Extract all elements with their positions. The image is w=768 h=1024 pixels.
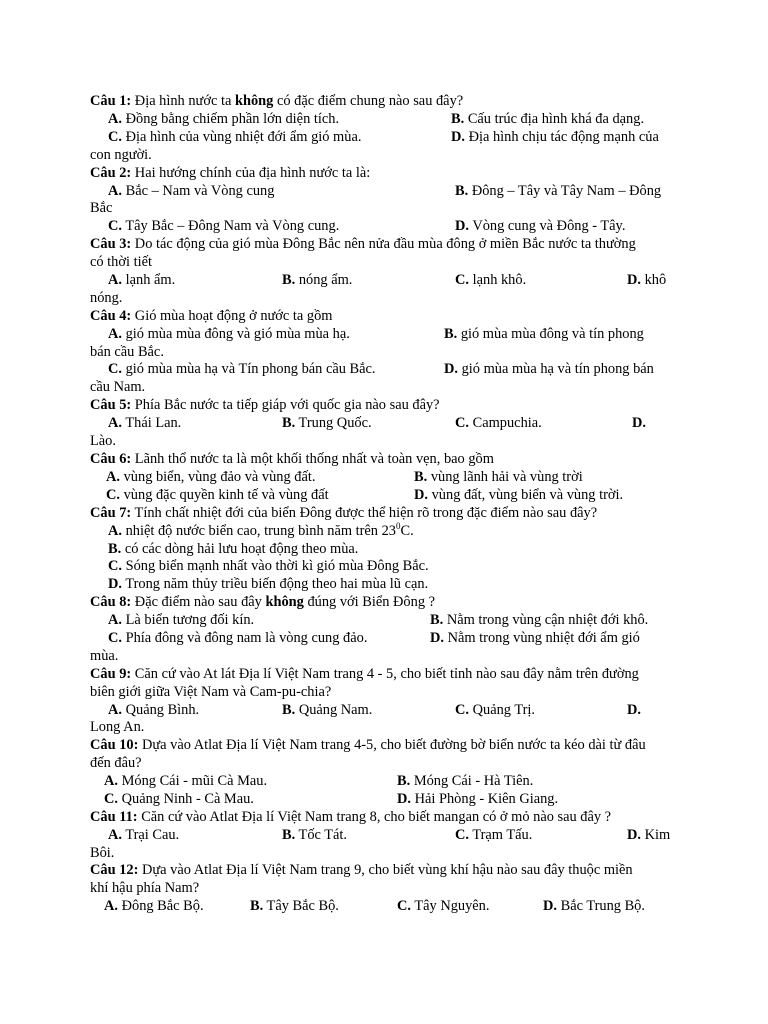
option-text: Vòng cung và Đông - Tây. [472, 218, 626, 234]
degree-superscript: 0 [396, 521, 401, 531]
option-text: Địa hình chịu tác động mạnh của [468, 129, 659, 145]
option-label: A. [108, 827, 122, 843]
option-b [444, 326, 644, 344]
option-b [282, 415, 372, 433]
option-continuation: mùa. [90, 648, 119, 664]
question-stem [90, 666, 639, 684]
question-label: Câu 11: [90, 809, 138, 825]
question-label: Câu 1: [90, 93, 132, 109]
option-c [455, 415, 542, 433]
option-text: Là biển tương đối kín. [125, 612, 255, 628]
option-label: C. [108, 558, 122, 574]
option-text: Đông Bắc Bộ. [121, 898, 204, 914]
stem-text: Đặc điểm nào sau đây [134, 594, 266, 610]
stem-text: Do tác động của gió mùa Đông Bắc nên nửa đầu mùa đông ở miền Bắc nước ta thường [134, 236, 636, 252]
option-text: Trung Quốc. [298, 415, 372, 431]
option-label: C. [455, 827, 469, 843]
question-label: Câu 9: [90, 666, 132, 682]
option-label: C. [104, 791, 118, 807]
option-text: Bắc – Nam và Vòng cung [125, 183, 275, 199]
option-a [104, 773, 267, 791]
option-continuation: Bôi. [90, 845, 115, 861]
option-continuation: Long An. [90, 719, 145, 735]
question-label: Câu 7: [90, 505, 132, 521]
option-label: D. [430, 630, 444, 646]
option-d [632, 415, 646, 433]
option-text: Tây Nguyên. [414, 898, 490, 914]
option-text: gió mùa mùa đông và gió mùa mùa hạ. [125, 326, 350, 342]
option-text: vùng biển, vùng đảo và vùng đất. [123, 469, 316, 485]
question-stem [90, 397, 440, 415]
question-label: Câu 10: [90, 737, 139, 753]
option-b [430, 612, 648, 630]
option-text: Trại Cau. [125, 827, 180, 843]
option-c [108, 129, 361, 147]
option-a [104, 898, 204, 916]
option-b [451, 111, 644, 129]
option-d [627, 272, 666, 290]
option-b [282, 272, 352, 290]
question-stem [90, 451, 494, 469]
option-continuation: bán cầu Bắc. [90, 344, 164, 360]
option-text: Kim [644, 827, 671, 843]
option-text: Hải Phòng - Kiên Giang. [414, 791, 559, 807]
option-d [455, 218, 625, 236]
option-a [108, 111, 339, 129]
option-label: B. [282, 415, 296, 431]
question-stem [90, 236, 636, 254]
option-label: D. [627, 702, 641, 718]
option-label: C. [108, 129, 122, 145]
option-text: Tây Bắc – Đông Nam và Vòng cung. [125, 218, 340, 234]
option-text: vùng đất, vùng biển và vùng trời. [431, 487, 624, 503]
option-text: Quảng Bình. [125, 702, 200, 718]
option-d [627, 702, 641, 720]
option-text: gió mùa mùa đông và tín phong [460, 326, 644, 342]
option-text: Địa hình của vùng nhiệt đới ẩm gió mùa. [125, 129, 362, 145]
option-label: B. [250, 898, 264, 914]
option-label: A. [106, 469, 120, 485]
option-d [451, 129, 659, 147]
option-a [108, 702, 199, 720]
option-text: gió mùa mùa hạ và Tín phong bán cầu Bắc. [125, 361, 376, 377]
option-b [397, 773, 533, 791]
option-d [108, 576, 428, 594]
option-text: Tốc Tát. [298, 827, 348, 843]
option-label: D. [108, 576, 122, 592]
stem-continuation: có thời tiết [90, 254, 152, 270]
stem-emphasis: không [265, 594, 304, 610]
option-text: vùng đặc quyền kinh tế và vùng đất [123, 487, 329, 503]
option-label: B. [282, 702, 296, 718]
question-label: Câu 6: [90, 451, 132, 467]
option-text: nóng ẩm. [298, 272, 353, 288]
option-label: A. [108, 326, 122, 342]
option-text: Đồng bằng chiếm phần lớn diện tích. [125, 111, 340, 127]
option-label: D. [414, 487, 428, 503]
option-c [108, 630, 367, 648]
question-stem [90, 505, 597, 523]
option-d [414, 487, 623, 505]
option-a [108, 415, 181, 433]
option-c [455, 702, 535, 720]
option-continuation: Bắc [90, 200, 113, 216]
option-label: B. [414, 469, 428, 485]
option-text: khô [644, 272, 667, 288]
option-c [108, 218, 339, 236]
option-label: A. [108, 702, 122, 718]
question-stem [90, 594, 435, 612]
option-text: Cấu trúc địa hình khá đa dạng. [467, 111, 645, 127]
option-label: C. [108, 630, 122, 646]
option-text: Quảng Ninh - Cà Mau. [121, 791, 254, 807]
option-label: D. [444, 361, 458, 377]
question-stem [90, 165, 370, 183]
option-label: C. [455, 272, 469, 288]
stem-text: Phía Bắc nước ta tiếp giáp với quốc gia nào sau đây? [134, 397, 440, 413]
option-text: nhiệt độ nước biển cao, trung bình năm trên 23 [125, 523, 396, 539]
option-label: C. [455, 702, 469, 718]
option-label: B. [282, 827, 296, 843]
stem-text: đúng với Biển Đông ? [303, 594, 435, 610]
option-text: lạnh ẩm. [125, 272, 176, 288]
option-label: B. [451, 111, 465, 127]
option-a [108, 272, 175, 290]
stem-text: Hai hướng chính của địa hình nước ta là: [134, 165, 371, 181]
option-c [104, 791, 254, 809]
stem-text: Căn cứ vào At lát Địa lí Việt Nam trang 4 - 5, cho biết tỉnh nào sau đây nằm trên đường [134, 666, 639, 682]
stem-emphasis: không [234, 93, 274, 109]
option-label: A. [104, 898, 118, 914]
stem-text: Tính chất nhiệt đới của biển Đông được thể hiện rõ trong đặc điểm nào sau đây? [134, 505, 598, 521]
option-c [108, 558, 429, 576]
question-label: Câu 8: [90, 594, 132, 610]
option-a [108, 183, 274, 201]
option-c [397, 898, 489, 916]
option-continuation: nóng. [90, 290, 123, 306]
question-stem [90, 308, 332, 326]
question-stem [90, 737, 646, 755]
option-d [543, 898, 645, 916]
option-b [455, 183, 661, 201]
option-text: Tây Bắc Bộ. [266, 898, 339, 914]
option-c [455, 827, 532, 845]
option-label: D. [397, 791, 411, 807]
option-text: Nằm trong vùng nhiệt đới ẩm gió [447, 630, 640, 646]
option-label: D. [632, 415, 646, 431]
option-label: D. [627, 272, 641, 288]
option-label: C. [455, 415, 469, 431]
stem-continuation: khí hậu phía Nam? [90, 880, 200, 896]
option-label: A. [108, 183, 122, 199]
stem-text: Địa hình nước ta [134, 93, 235, 109]
option-label: C. [108, 218, 122, 234]
option-continuation: cầu Nam. [90, 379, 146, 395]
option-text: gió mùa mùa hạ và tín phong bán [461, 361, 654, 377]
option-text: Sóng biển mạnh nhất vào thời kì gió mùa Đông Bắc. [125, 558, 429, 574]
option-text: Quảng Trị. [472, 702, 535, 718]
option-label: A. [108, 612, 122, 628]
option-label: C. [397, 898, 411, 914]
question-stem [90, 809, 611, 827]
option-continuation: Lào. [90, 433, 116, 449]
option-d [397, 791, 558, 809]
option-text: Trong năm thủy triều biến động theo hai mùa lũ cạn. [125, 576, 429, 592]
stem-continuation: biên giới giữa Việt Nam và Cam-pu-chia? [90, 684, 332, 700]
option-label: B. [282, 272, 296, 288]
option-a [106, 469, 315, 487]
option-label: B. [108, 541, 122, 557]
option-text: Trạm Tấu. [472, 827, 533, 843]
option-c [108, 361, 376, 379]
option-label: C. [106, 487, 120, 503]
option-label: B. [397, 773, 411, 789]
question-label: Câu 3: [90, 236, 132, 252]
option-label: B. [444, 326, 458, 342]
option-a [108, 612, 254, 630]
option-b [108, 541, 358, 559]
option-b [250, 898, 339, 916]
option-b [414, 469, 583, 487]
option-text: Phía đông và đông nam là vòng cung đảo. [125, 630, 368, 646]
question-label: Câu 4: [90, 308, 132, 324]
option-c [455, 272, 526, 290]
stem-text: có đặc điểm chung nào sau đây? [273, 93, 464, 109]
option-text: Thái Lan. [125, 415, 182, 431]
question-label: Câu 2: [90, 165, 132, 181]
option-text: lạnh khô. [472, 272, 527, 288]
option-label: D. [543, 898, 557, 914]
option-d [430, 630, 640, 648]
option-label: A. [108, 415, 122, 431]
option-b [282, 827, 347, 845]
option-continuation: con người. [90, 147, 152, 163]
stem-text: Dựa vào Atlat Địa lí Việt Nam trang 4-5, cho biết đường bờ biển nước ta kéo dài từ đâu [141, 737, 646, 753]
question-stem [90, 93, 463, 111]
option-label: D. [627, 827, 641, 843]
option-label: D. [451, 129, 465, 145]
option-text: Móng Cái - Hà Tiên. [413, 773, 534, 789]
option-label: A. [108, 111, 122, 127]
option-text: Nằm trong vùng cận nhiệt đới khô. [446, 612, 649, 628]
option-label: A. [108, 523, 122, 539]
option-text: có các dòng hải lưu hoạt động theo mùa. [124, 541, 359, 557]
question-label: Câu 12: [90, 862, 139, 878]
option-a [108, 827, 179, 845]
option-label: D. [455, 218, 469, 234]
option-label: C. [108, 361, 122, 377]
question-stem [90, 862, 633, 880]
question-label: Câu 5: [90, 397, 132, 413]
option-label: B. [430, 612, 444, 628]
option-text: Đông – Tây và Tây Nam – Đông [471, 183, 662, 199]
option-label: A. [108, 272, 122, 288]
option-text: Móng Cái - mũi Cà Mau. [121, 773, 268, 789]
stem-text: Dựa vào Atlat Địa lí Việt Nam trang 9, cho biết vùng khí hậu nào sau đây thuộc miền [141, 862, 633, 878]
option-label: A. [104, 773, 118, 789]
option-d [444, 361, 654, 379]
option-text: Quảng Nam. [298, 702, 373, 718]
option-a [108, 523, 414, 541]
stem-continuation: đến đâu? [90, 755, 142, 771]
stem-text: Gió mùa hoạt động ở nước ta gồm [134, 308, 333, 324]
option-text: Bắc Trung Bộ. [560, 898, 645, 914]
option-b [282, 702, 372, 720]
stem-text: Lãnh thổ nước ta là một khối thống nhất và toàn vẹn, bao gồm [134, 451, 494, 467]
option-c [106, 487, 329, 505]
option-d [627, 827, 670, 845]
option-text: Campuchia. [472, 415, 542, 431]
stem-text: Căn cứ vào Atlat Địa lí Việt Nam trang 8, cho biết mangan có ở mỏ nào sau đây ? [141, 809, 612, 825]
option-text: vùng lãnh hải và vùng trời [430, 469, 583, 485]
option-label: B. [455, 183, 469, 199]
option-text: C. [400, 523, 414, 539]
option-a [108, 326, 350, 344]
